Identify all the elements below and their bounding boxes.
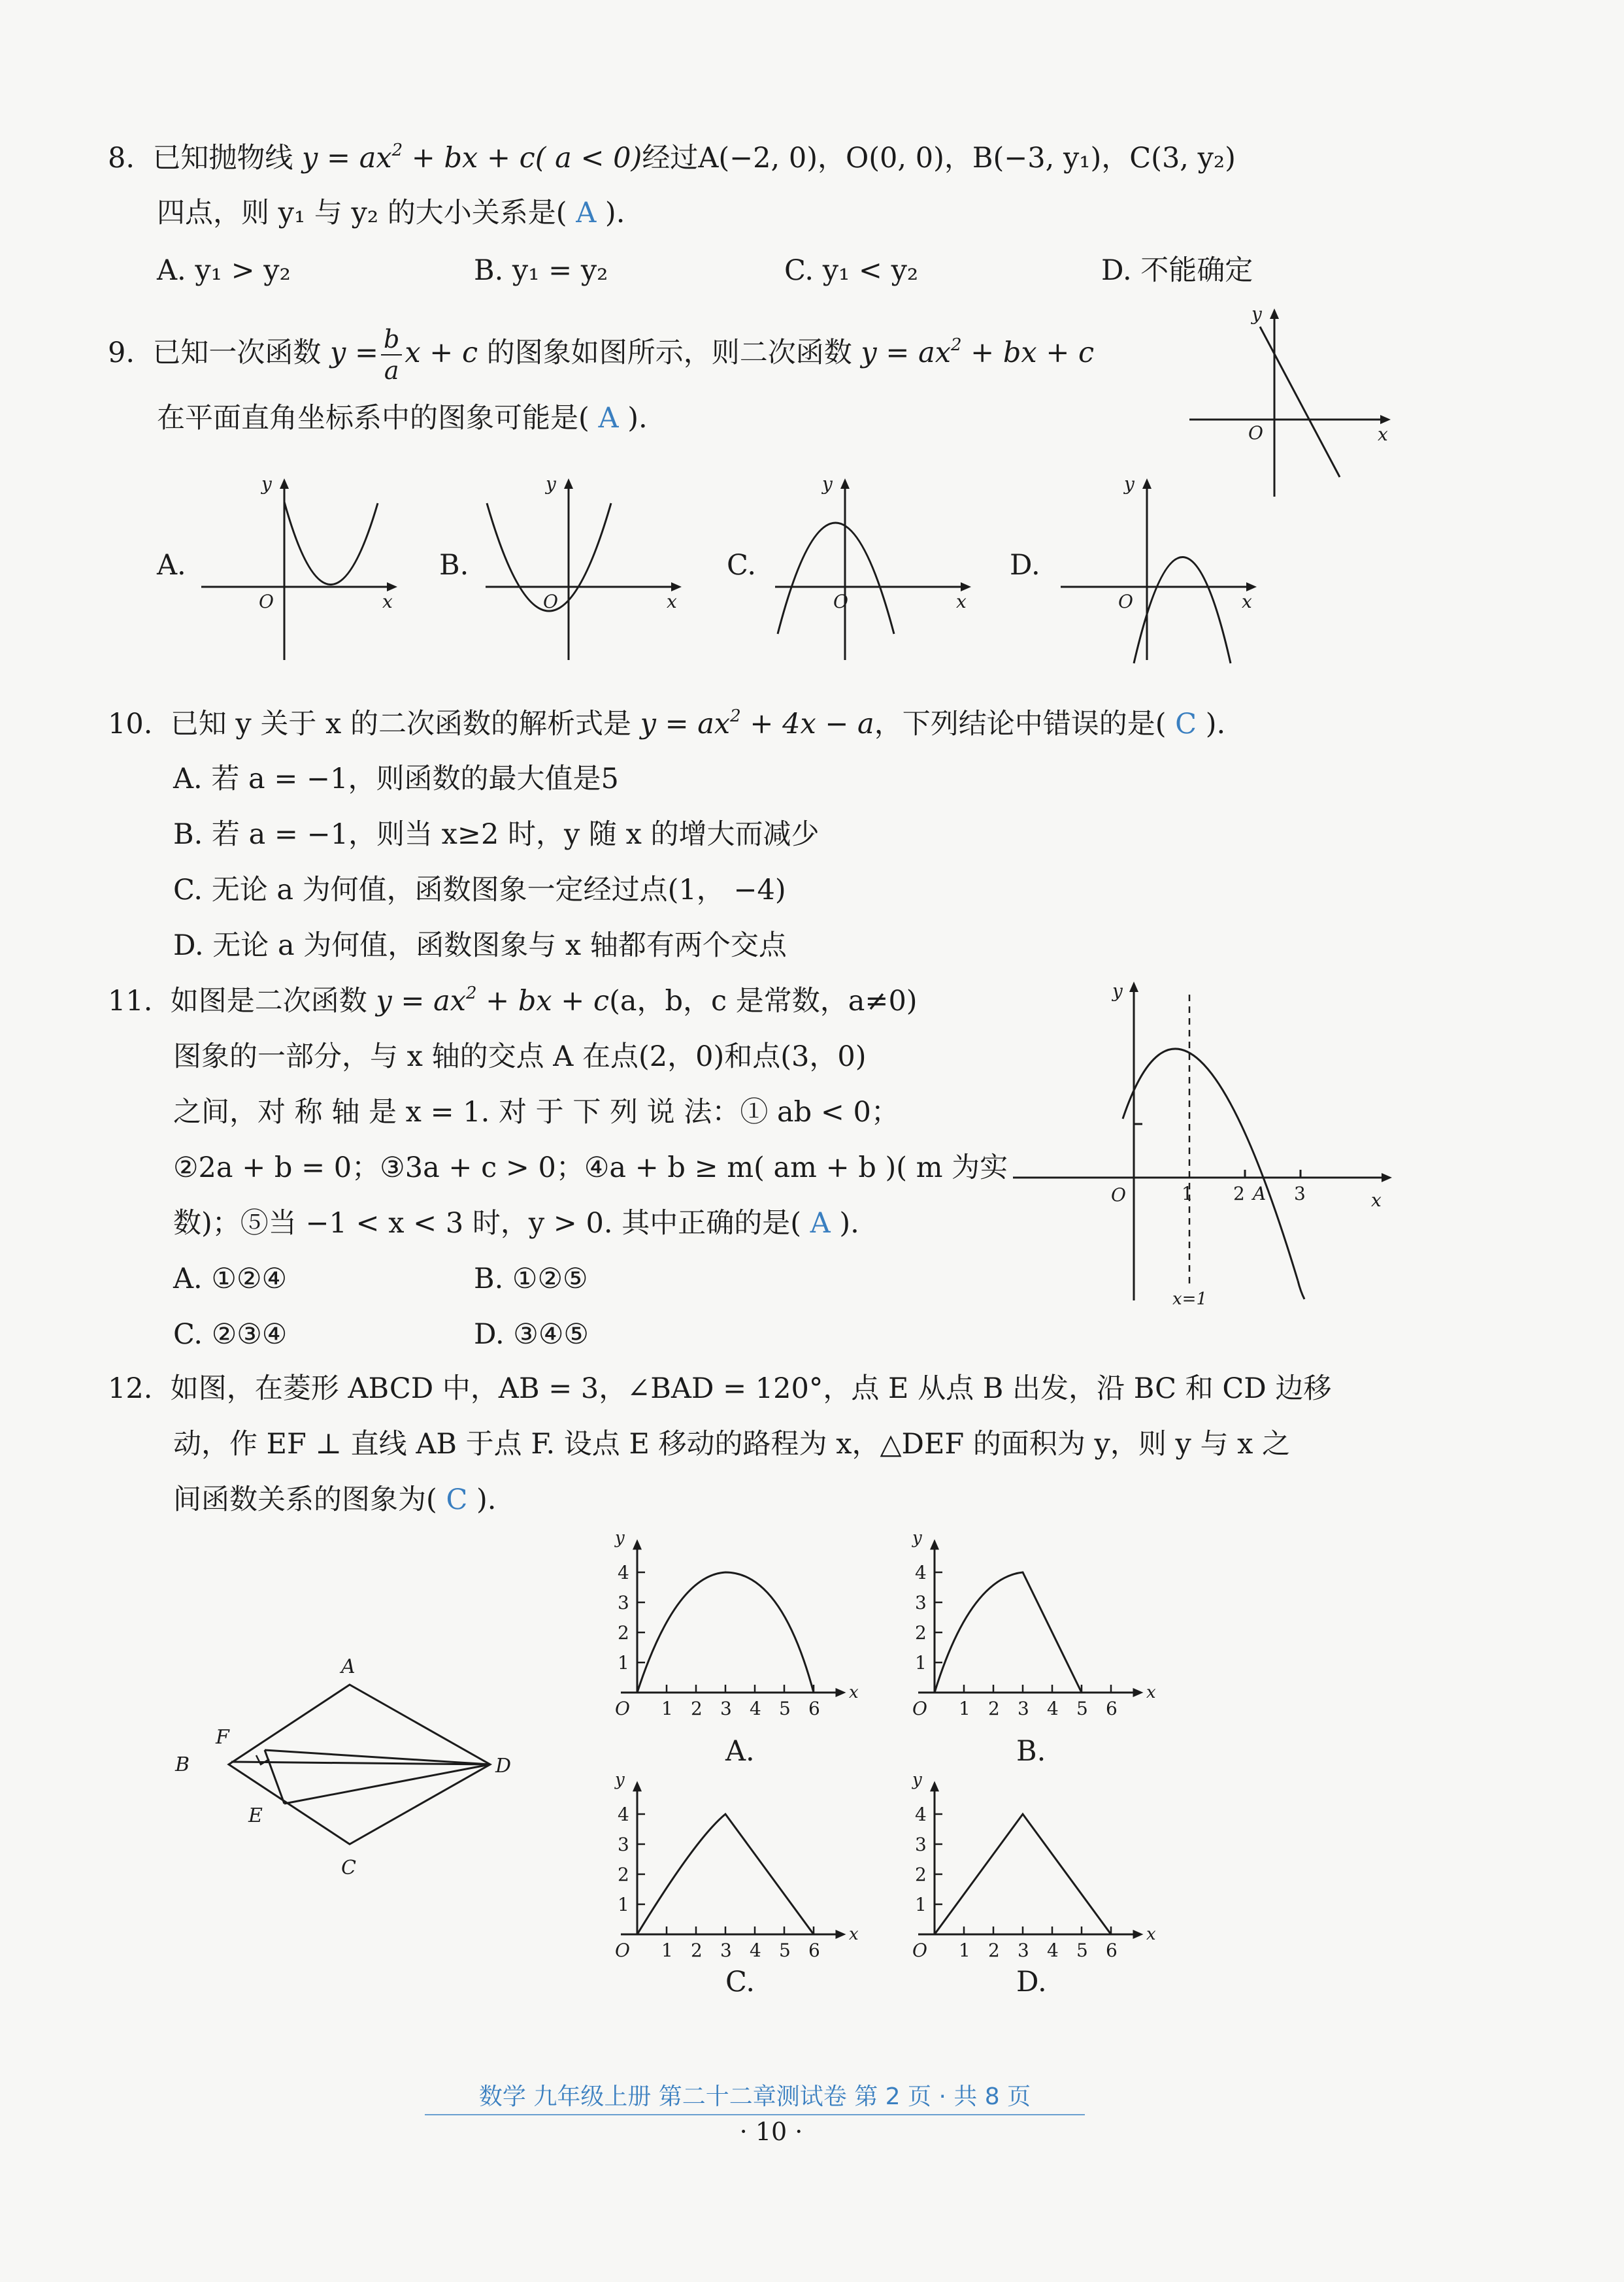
x-tick-label: 2 <box>988 1698 1000 1719</box>
q9-text-a: 已知一次函数 <box>152 337 322 369</box>
q11-text-a: 如图是二次函数 <box>170 985 367 1017</box>
origin-label: O <box>615 1940 630 1961</box>
q12-graph-c <box>608 1771 882 1980</box>
page-footer: 数学 九年级上册 第二十二章测试卷 第 2 页 · 共 8 页 <box>425 2078 1085 2115</box>
q10-formula: $y = ax^2 + 4x - a$ <box>640 706 874 740</box>
q11-close: ). <box>839 1207 859 1240</box>
q12-graph-b <box>905 1529 1180 1738</box>
y-axis-label: y <box>912 1528 922 1548</box>
q9-option-d-graph <box>1055 471 1265 667</box>
svg-text:x: x <box>956 591 967 612</box>
q11-line3: 之间，对 称 轴 是 x = 1. 对 于 下 列 说 法：① ab < 0； <box>173 1096 899 1129</box>
q11-option-c: C. ②③④ <box>173 1318 288 1351</box>
q9-option-a-label: A. <box>157 549 186 582</box>
q12-number: 12. <box>108 1372 153 1405</box>
x-axis-label: x <box>849 1683 859 1702</box>
svg-text:y: y <box>822 473 833 495</box>
q9-line1 <box>108 327 1094 383</box>
svg-text:O: O <box>833 591 848 612</box>
x-tick-label: 6 <box>1106 1940 1118 1961</box>
origin-label: O <box>1248 422 1263 444</box>
y-tick-label: 4 <box>618 1804 629 1825</box>
y-axis-label: y <box>615 1528 625 1548</box>
svg-text:O: O <box>1118 591 1133 612</box>
q10-number: 10. <box>108 708 153 740</box>
q8-option-c: C. y₁ < y₂ <box>784 254 919 287</box>
x-tick-label: 3 <box>1018 1698 1029 1719</box>
x-tick-label: 4 <box>750 1698 761 1719</box>
q9-number: 9. <box>108 337 135 369</box>
q8-answer: A <box>576 197 597 229</box>
svg-text:y: y <box>1124 473 1135 495</box>
q12-line1 <box>108 1369 1331 1408</box>
q8-points: A(−2, 0)，O(0, 0)，B(−3, y₁)，C(3, y₂) <box>698 142 1236 174</box>
origin-label: O <box>912 1940 927 1961</box>
x-tick-label: 2 <box>988 1940 1000 1961</box>
y-tick-label: 3 <box>915 1834 927 1855</box>
q8-close: ). <box>605 197 625 229</box>
svg-text:x: x <box>667 591 677 612</box>
q9-option-c-label: C. <box>727 549 757 582</box>
x-tick-label: 1 <box>661 1940 673 1961</box>
y-tick-label: 3 <box>618 1834 629 1855</box>
q8-option-d: D. 不能确定 <box>1101 254 1253 287</box>
q8-text: 已知抛物线 <box>152 142 293 174</box>
x-tick-label: 3 <box>1018 1940 1029 1961</box>
svg-text:O: O <box>1111 1184 1126 1206</box>
y-tick-label: 1 <box>915 1652 927 1674</box>
x-tick-label: 6 <box>808 1698 820 1719</box>
y-tick-label: 3 <box>915 1592 927 1613</box>
point-f-label: F <box>216 1726 229 1749</box>
q10-option-c: C. 无论 a 为何值，函数图象一定经过点(1， −4) <box>173 874 786 906</box>
q9-answer: A <box>598 402 619 435</box>
svg-text:1: 1 <box>1182 1183 1193 1204</box>
svg-text:O: O <box>543 591 558 612</box>
y-axis-label: y <box>615 1770 625 1790</box>
y-tick-label: 4 <box>618 1562 629 1583</box>
q8-line1 <box>108 139 1236 178</box>
function-curve <box>637 1814 814 1934</box>
q12-line3 <box>173 1480 496 1519</box>
q11-formula: $y = ax^2$ + bx + c <box>376 984 610 1017</box>
q10-close: ). <box>1205 708 1226 740</box>
x-tick-label: 5 <box>779 1698 791 1719</box>
q8-text-b: 经过 <box>642 142 699 174</box>
q10-line1 <box>108 704 1225 744</box>
q10-answer: C <box>1175 708 1197 740</box>
q12-close: ). <box>476 1483 497 1516</box>
q9-text-b: 的图象如图所示，则二次函数 <box>486 337 852 369</box>
q10-option-a: A. 若 a = −1，则函数的最大值是5 <box>173 763 619 795</box>
y-tick-label: 2 <box>618 1622 629 1644</box>
q9-linear-rhs: x + c <box>405 337 478 369</box>
q9-line2 <box>157 399 648 438</box>
q12-text-1: 如图，在菱形 ABCD 中，AB = 3，∠BAD = 120°，点 E 从点 B 出发，沿 BC 和 CD 边移 <box>170 1372 1332 1405</box>
svg-text:x: x <box>1242 591 1252 612</box>
q12-line2: 动，作 EF ⊥ 直线 AB 于点 F. 设点 E 移动的路程为 x，△DEF 的面积为 y，则 y 与 x 之 <box>173 1428 1291 1461</box>
x-tick-label: 4 <box>1047 1698 1059 1719</box>
svg-text:A: A <box>1253 1183 1267 1204</box>
fraction-denominator: a <box>384 356 399 385</box>
q11-line1 <box>108 982 918 1021</box>
q12-graph-a <box>608 1529 882 1738</box>
q12-graph-c-label: C. <box>725 1966 755 1998</box>
y-axis-label: y <box>1251 303 1262 325</box>
q10-text-b: ，下列结论中错误的是( <box>874 708 1167 740</box>
q11-option-a: A. ①②④ <box>173 1263 288 1295</box>
q11-question: 数)；⑤当 −1 < x < 3 时，y > 0. 其中正确的是( <box>173 1207 801 1240</box>
vertex-d-label: D <box>495 1755 512 1778</box>
vertex-b-label: B <box>175 1753 190 1776</box>
q11-line2: 图象的一部分，与 x 轴的交点 A 在点(2，0)和点(3，0) <box>173 1040 867 1073</box>
q12-graph-a-label: A. <box>725 1735 755 1768</box>
q9-fraction <box>381 327 402 383</box>
vertex-a-label: A <box>341 1655 356 1678</box>
q12-question: 间函数关系的图象为( <box>173 1483 437 1516</box>
q8-option-b: B. y₁ = y₂ <box>474 254 608 287</box>
q12-graph-d-label: D. <box>1016 1966 1047 1998</box>
q12-answer: C <box>446 1483 468 1516</box>
q11-text-b: (a，b，c 是常数，a≠0) <box>609 985 918 1017</box>
y-tick-label: 4 <box>915 1562 927 1583</box>
svg-text:y: y <box>1112 980 1123 1002</box>
x-tick-label: 5 <box>1076 1940 1088 1961</box>
svg-text:x: x <box>1371 1189 1382 1211</box>
q8-formula: $y = ax^2$ + bx + c( a < 0) <box>302 141 642 174</box>
symmetry-axis-label: x=1 <box>1172 1289 1207 1309</box>
x-tick-label: 6 <box>808 1940 820 1961</box>
q11-answer: A <box>810 1207 831 1240</box>
y-tick-label: 1 <box>915 1894 927 1915</box>
y-axis-label: y <box>912 1770 922 1790</box>
point-e-label: E <box>248 1804 263 1827</box>
q11-parabola-graph <box>1013 974 1399 1320</box>
q10-text-a: 已知 y 关于 x 的二次函数的解析式是 <box>170 708 631 740</box>
origin-label: O <box>912 1698 927 1719</box>
x-tick-label: 5 <box>1076 1698 1088 1719</box>
q8-option-a: A. y₁ > y₂ <box>157 254 291 287</box>
svg-text:y: y <box>261 473 272 495</box>
y-tick-label: 2 <box>618 1864 629 1885</box>
y-tick-label: 3 <box>618 1592 629 1613</box>
q8-line2 <box>157 193 625 233</box>
origin-label: O <box>615 1698 630 1719</box>
x-tick-label: 5 <box>779 1940 791 1961</box>
y-tick-label: 4 <box>915 1804 927 1825</box>
x-tick-label: 1 <box>959 1940 970 1961</box>
svg-text:x: x <box>382 591 393 612</box>
q8-question: 四点，则 y₁ 与 y₂ 的大小关系是( <box>157 197 567 229</box>
x-axis-label: x <box>849 1925 859 1944</box>
x-tick-label: 4 <box>1047 1940 1059 1961</box>
svg-text:3: 3 <box>1294 1183 1306 1204</box>
svg-text:2: 2 <box>1233 1183 1245 1204</box>
x-tick-label: 1 <box>661 1698 673 1719</box>
x-axis-label: x <box>1146 1683 1156 1702</box>
q9-quadratic: $y = ax^2$ + bx + c <box>861 335 1095 369</box>
q9-close: ). <box>627 402 648 435</box>
function-curve <box>637 1572 814 1693</box>
x-tick-label: 2 <box>691 1698 703 1719</box>
q11-option-b: B. ①②⑤ <box>474 1263 588 1295</box>
x-tick-label: 4 <box>750 1940 761 1961</box>
q12-graph-b-label: B. <box>1016 1735 1046 1768</box>
q9-option-a-graph <box>196 471 405 667</box>
y-tick-label: 1 <box>618 1894 629 1915</box>
q9-option-b-graph <box>480 471 689 667</box>
q11-number: 11. <box>108 985 153 1017</box>
q11-line5 <box>173 1204 859 1243</box>
function-curve <box>935 1814 1111 1934</box>
vertex-c-label: C <box>341 1857 356 1879</box>
y-tick-label: 2 <box>915 1622 927 1644</box>
q10-option-d: D. 无论 a 为何值，函数图象与 x 轴都有两个交点 <box>173 929 787 962</box>
svg-text:y: y <box>546 473 556 495</box>
x-tick-label: 2 <box>691 1940 703 1961</box>
q9-linear-lhs: y = <box>330 337 379 369</box>
q11-option-d: D. ③④⑤ <box>474 1318 589 1351</box>
q12-graph-d <box>905 1771 1180 1980</box>
q9-option-b-label: B. <box>439 549 469 582</box>
x-tick-label: 3 <box>720 1698 732 1719</box>
x-axis-label: x <box>1146 1925 1156 1944</box>
svg-text:O: O <box>259 591 274 612</box>
q9-question: 在平面直角坐标系中的图象可能是( <box>157 402 589 435</box>
y-tick-label: 1 <box>618 1652 629 1674</box>
x-tick-label: 3 <box>720 1940 732 1961</box>
q12-rhombus-figure <box>163 1647 529 1882</box>
x-tick-label: 1 <box>959 1698 970 1719</box>
q8-number: 8. <box>108 142 135 174</box>
fraction-numerator: b <box>381 327 402 356</box>
function-curve <box>935 1572 1082 1693</box>
y-tick-label: 2 <box>915 1864 927 1885</box>
q9-option-c-graph <box>770 471 979 667</box>
x-tick-label: 6 <box>1106 1698 1118 1719</box>
q9-option-d-label: D. <box>1010 549 1040 582</box>
q11-line4: ②2a + b = 0；③3a + c > 0；④a + b ≥ m( am + b )( m 为实 <box>173 1151 1008 1184</box>
q10-option-b: B. 若 a = −1，则当 x≥2 时，y 随 x 的增大而减少 <box>173 818 820 851</box>
page-number: · 10 · <box>739 2117 803 2146</box>
x-axis-label: x <box>1378 423 1388 445</box>
